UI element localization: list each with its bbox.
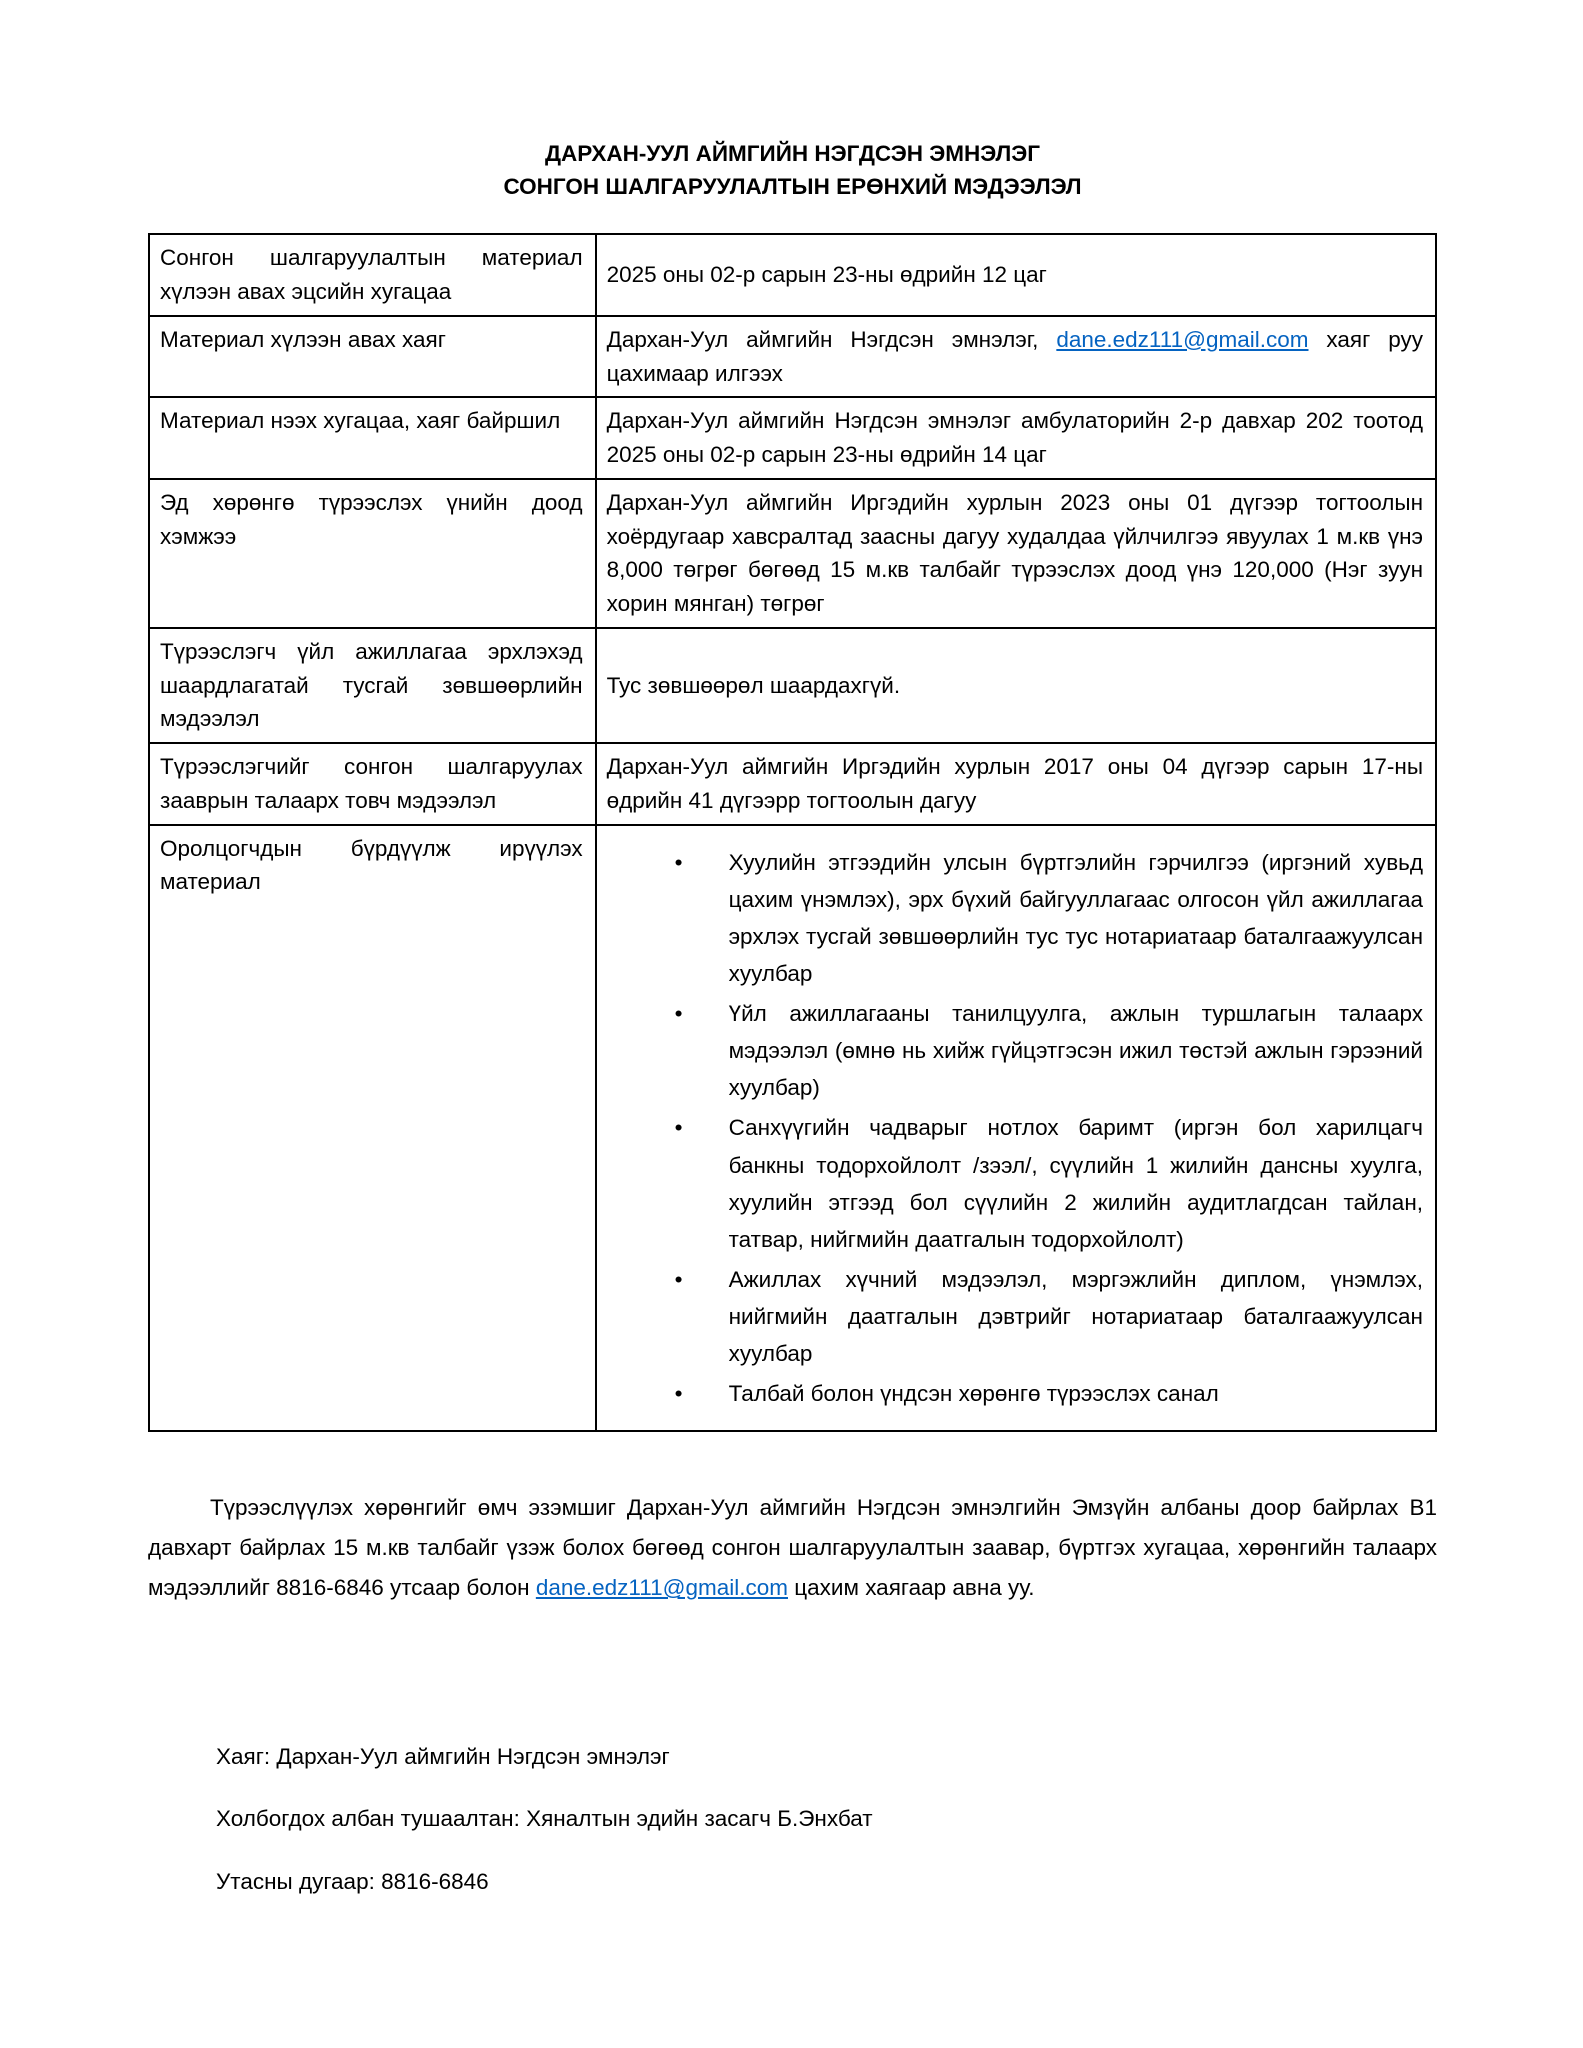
row-label-deadline: Сонгон шалгаруулалтын материал хүлээн авах эцсийн хугацаа: [149, 234, 596, 316]
row-value-text-after: хаяг руу цахимаар илгээх: [606, 326, 1423, 386]
footer-contact-line: Холбогдох албан тушаалтан: Хяналтын эдийн засагч Б.Энхбат: [216, 1806, 873, 1832]
email-link[interactable]: dane.edz111@gmail.com: [535, 1575, 788, 1601]
paragraph-text-before: Түрээслүүлэх хөрөнгийг өмч эзэмшиг Дархан-Уул аймгийн Нэгдсэн эмнэлгийн Эмзүйн албаны доор байрлах В1 давхарт байрлах 15 м.кв талбайг үзэж болох бөгөөд сонгон шалгаруулалтын заавар, бүртгэх хугацаа, хөрөнгийн талаарх мэдээллийг 8816-6846 утсаар болон: [148, 1495, 1437, 1601]
row-value-min-price: Дархан-Уул аймгийн Иргэдийн хурлын 2023 оны 01 дүгээр тогтоолын хоёрдугаар хавсралтад заасны дагуу худалдаа үйлчилгээ явуулах 1 м.кв үнэ 8,000 төгрөг бөгөөд 15 м.кв талбайг түрээслэх доод үнэ 120,000 (Нэг зуун хорин мянган) төгрөг: [596, 479, 1436, 628]
list-item: • Санхүүгийн чадварыг нотлох баримт (иргэн бол харилцагч банкны тодорхойлолт /зээл/, сүүлийн 1 жилийн дансны хуулга, хуулийн этгээд бол сүүлийн 2 жилийн аудитлагдсан тайлан, татвар, нийгмийн даатгалын тодорхойлолт): [675, 1109, 1423, 1258]
required-materials-list: [607, 844, 1423, 1413]
table-row: [149, 628, 1436, 743]
row-label-min-price: Эд хөрөнгө түрээслэх үнийн доод хэмжээ: [149, 479, 596, 628]
row-label-special-permit: Түрээслэгч үйл ажиллагаа эрхлэхэд шаардлагатай тусгай зөвшөөрлийн мэдээлэл: [149, 628, 596, 743]
table-row: [149, 316, 1436, 398]
page-title-line1: ДАРХАН-УУЛ АЙМГИЙН НЭГДСЭН ЭМНЭЛЭГ: [545, 141, 1040, 166]
contact-footer: [216, 1741, 1437, 1899]
footer-address-line: Хаяг: Дархан-Уул аймгийн Нэгдсэн эмнэлэг: [216, 1743, 670, 1769]
table-row: [149, 479, 1436, 628]
table-row: [149, 743, 1436, 825]
viewing-info-paragraph: [148, 1488, 1437, 1608]
row-value-opening: Дархан-Уул аймгийн Нэгдсэн эмнэлэг амбулаторийн 2-р давхар 202 тоотод 2025 оны 02-р сарын 23-ны өдрийн 14 цаг: [596, 397, 1436, 479]
page-title-line2: СОНГОН ШАЛГАРУУЛАЛТЫН ЕРӨНХИЙ МЭДЭЭЛЭЛ: [503, 173, 1082, 199]
list-item: • Үйл ажиллагааны танилцуулга, ажлын туршлагын талаарх мэдээлэл (өмнө нь хийж гүйцэтгэсэн ижил төстэй ажлын гэрээний хуулбар): [675, 995, 1423, 1106]
row-label-required-materials: Оролцогчдын бүрдүүлж ирүүлэх материал: [149, 825, 596, 1432]
selection-info-table: [148, 233, 1437, 1432]
row-label-receive-address: Материал хүлээн авах хаяг: [149, 316, 596, 398]
paragraph-text-after: цахим хаягаар авна уу.: [788, 1575, 1035, 1601]
list-item: • Хуулийн этгээдийн улсын бүртгэлийн гэрчилгээ (иргэний хувьд цахим үнэмлэх), эрх бүхий байгууллагаас олгосон үйл ажиллагаа эрхлэх тусгай зөвшөөрлийн тус тус нотариатаар баталгаажуулсан хуулбар: [675, 844, 1423, 993]
email-link[interactable]: dane.edz111@gmail.com: [1056, 326, 1309, 352]
page-title: [148, 138, 1437, 203]
row-label-selection-guide: Түрээслэгчийг сонгон шалгаруулах зааврын талаарх товч мэдээлэл: [149, 743, 596, 825]
row-value-receive-address: [596, 316, 1436, 398]
row-value-selection-guide: Дархан-Уул аймгийн Иргэдийн хурлын 2017 оны 04 дүгээр сарын 17-ны өдрийн 41 дүгээрр тогтоолын дагуу: [596, 743, 1436, 825]
row-label-opening: Материал нээх хугацаа, хаяг байршил: [149, 397, 596, 479]
table-row: [149, 234, 1436, 316]
table-row: [149, 825, 1436, 1432]
row-value-text-before: Дархан-Уул аймгийн Нэгдсэн эмнэлэг,: [606, 326, 1057, 352]
row-value-required-materials: [596, 825, 1436, 1432]
table-row: [149, 397, 1436, 479]
row-value-deadline: 2025 оны 02-р сарын 23-ны өдрийн 12 цаг: [596, 234, 1436, 316]
footer-phone-line: Утасны дугаар: 8816-6846: [216, 1868, 489, 1894]
row-value-special-permit: Тус зөвшөөрөл шаардахгүй.: [596, 628, 1436, 743]
list-item: • Ажиллах хүчний мэдээлэл, мэргэжлийн диплом, үнэмлэх, нийгмийн даатгалын дэвтрийг нотариатаар баталгаажуулсан хуулбар: [675, 1261, 1423, 1372]
list-item: • Талбай болон үндсэн хөрөнгө түрээслэх санал: [675, 1375, 1423, 1412]
